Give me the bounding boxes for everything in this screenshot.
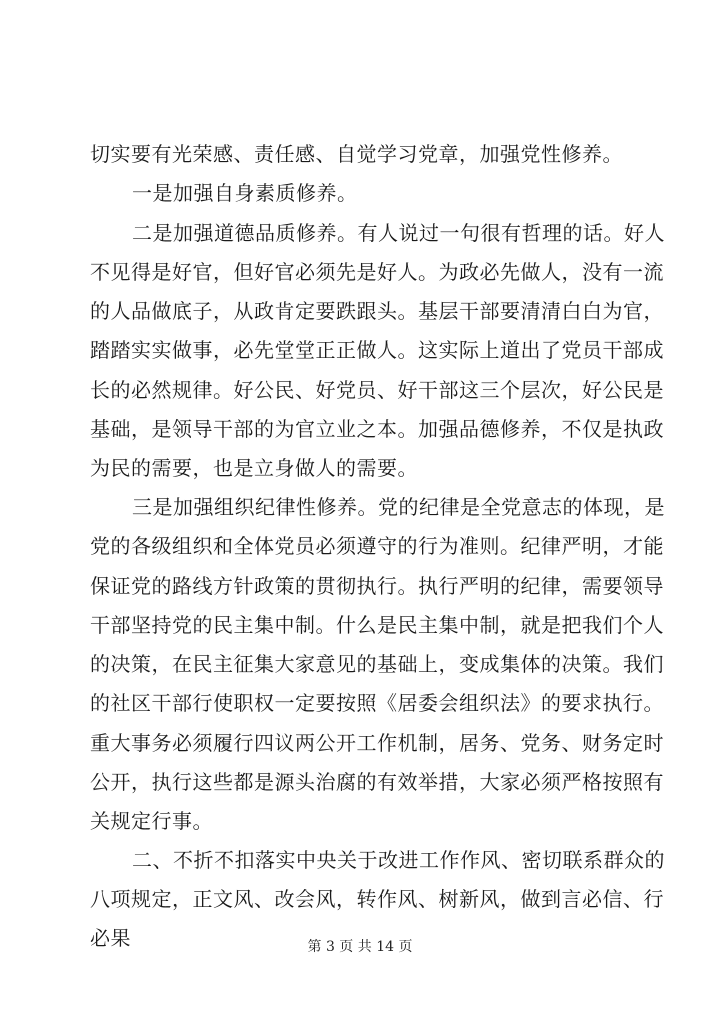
- body-line: 党的各级组织和全体党员必须遵守的行为准则。纪律严明，才能: [90, 534, 664, 558]
- body-line: 公开，执行这些都是源头治腐的有效举措，大家必须严格按照有: [90, 770, 664, 794]
- body-line: 关规定行事。: [90, 809, 213, 833]
- body-line: 踏踏实实做事，必先堂堂正正做人。这实际上道出了党员干部成: [90, 338, 664, 362]
- body-line: 的决策，在民主征集大家意见的基础上，变成集体的决策。我们: [90, 652, 664, 676]
- body-line: 二、不折不扣落实中央关于改进工作作风、密切联系群众的: [132, 848, 665, 872]
- body-line: 干部坚持党的民主集中制。什么是民主集中制，就是把我们个人: [90, 613, 664, 637]
- body-line: 二是加强道德品质修养。有人说过一句很有哲理的话。好人: [132, 221, 665, 245]
- body-line: 重大事务必须履行四议两公开工作机制，居务、党务、财务定时: [90, 731, 664, 755]
- body-line: 不见得是好官，但好官必须先是好人。为政必先做人，没有一流: [90, 260, 664, 284]
- body-line: 的社区干部行使职权一定要按照《居委会组织法》的要求执行。: [90, 691, 664, 715]
- body-line: 必果: [90, 926, 131, 950]
- body-line: 保证党的路线方针政策的贯彻执行。执行严明的纪律，需要领导: [90, 574, 664, 598]
- body-line: 为民的需要，也是立身做人的需要。: [90, 456, 418, 480]
- page-footer: 第 3 页 共 14 页: [307, 939, 413, 955]
- body-line: 基础，是领导干部的为官立业之本。加强品德修养，不仅是执政: [90, 417, 664, 441]
- body-line: 切实要有光荣感、责任感、自觉学习党章，加强党性修养。: [90, 142, 623, 166]
- body-line: 的人品做底子，从政肯定要跌跟头。基层干部要清清白白为官，: [90, 299, 664, 323]
- body-line: 一是加强自身素质修养。: [132, 181, 358, 205]
- body-line: 三是加强组织纪律性修养。党的纪律是全党意志的体现，是: [132, 495, 665, 519]
- body-line: 八项规定，正文风、改会风，转作风、树新风，做到言必信、行: [90, 887, 664, 911]
- body-line: 长的必然规律。好公民、好党员、好干部这三个层次，好公民是: [90, 378, 664, 402]
